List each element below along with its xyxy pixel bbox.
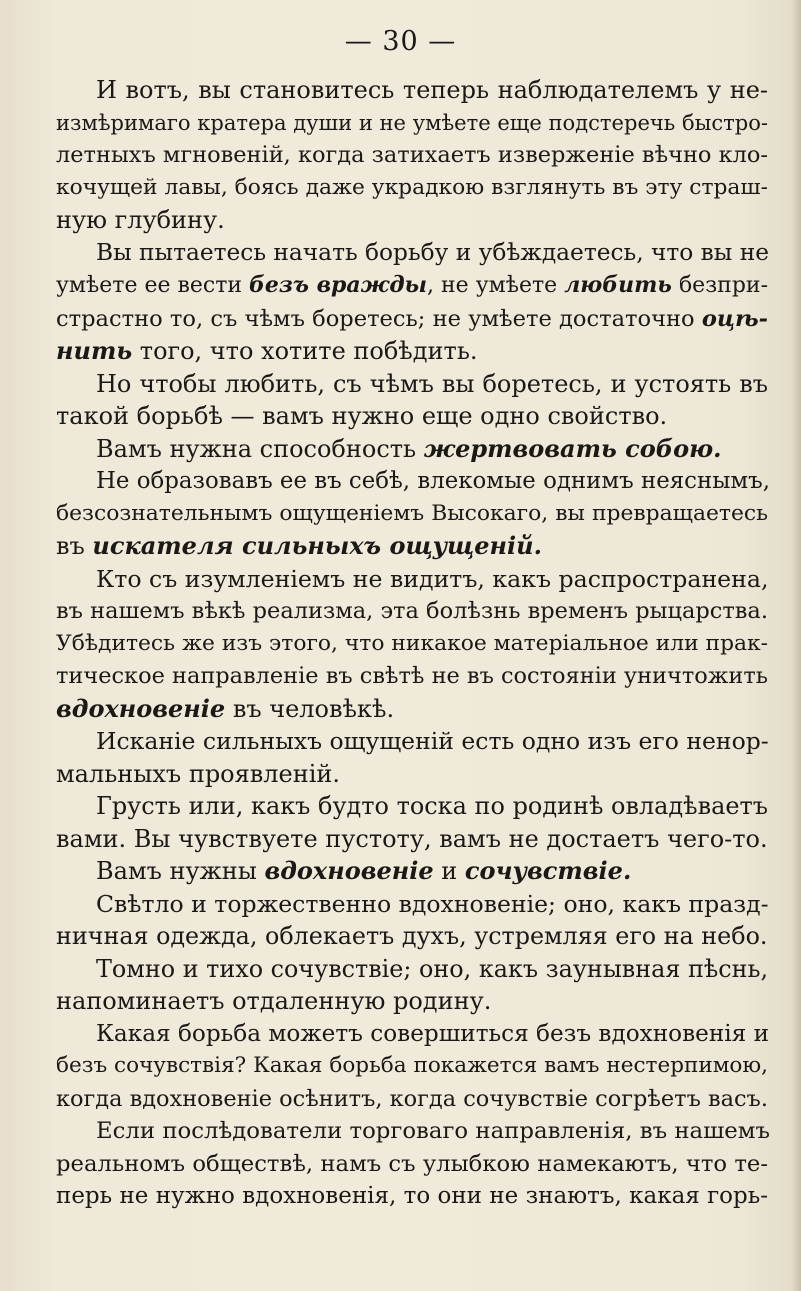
text-span: Вамъ нужна способность — [96, 434, 424, 463]
page-number: — 30 — — [344, 26, 457, 57]
text-line — [56, 693, 768, 726]
text-span: и — [433, 857, 465, 885]
text-span: , не умѣете — [427, 273, 565, 298]
text-line — [56, 303, 768, 336]
text-line: безсознательнымъ ощущеніемъ Высокаго, вы превращаетесь — [56, 500, 768, 526]
text-line: ную глубину. — [56, 206, 225, 234]
text-line: такой борьбѣ — вамъ нужно еще одно свойство. — [56, 402, 668, 430]
text-line: вами. Вы чувствуете пустоту, вамъ не достаетъ чего-то. — [56, 824, 768, 853]
text-line: тическое направленіе въ свѣтѣ не въ состояніи уничтожить — [56, 663, 768, 689]
emphasized-text: вдохновеніе — [264, 856, 434, 885]
text-line: мальныхъ проявленій. — [56, 759, 341, 788]
text-line: измѣримаго кратера души и не умѣете еще подстеречь быстро- — [56, 109, 768, 135]
text-line: Если послѣдователи торговаго направленія, въ нашемъ — [96, 1118, 771, 1144]
emphasized-text: вдохновеніе — [56, 693, 226, 723]
text-line — [56, 433, 768, 466]
text-line: когда вдохновеніе осѣнитъ, когда сочувствіе согрѣетъ васъ. — [56, 1085, 768, 1112]
text-span: умѣете ее вести — [56, 273, 250, 298]
page-edge-shadow — [791, 0, 801, 1291]
text-line: Но чтобы любить, съ чѣмъ вы боретесь, и устоять въ — [96, 369, 768, 398]
text-line: напоминаетъ отдаленную родину. — [56, 987, 492, 1015]
text-line: Грусть или, какъ будто тоска по родинѣ овладѣваетъ — [96, 792, 768, 820]
text-line — [56, 530, 768, 563]
text-line: Убѣдитесь же изъ этого, что никакое матеріальное или прак- — [56, 630, 768, 656]
text-line: Кто съ изумленіемъ не видитъ, какъ распространена, — [96, 564, 769, 593]
text-line: перь не нужно вдохновенія, то они не знаютъ, какая горь- — [56, 1183, 768, 1209]
text-line — [56, 269, 768, 303]
text-line: Свѣтло и торжественно вдохновеніе; оно, какъ празд- — [96, 889, 769, 918]
text-line: ничная одежда, облекаетъ духъ, устремляя его на небо. — [56, 922, 768, 950]
text-line: кочущей лавы, боясь даже украдкою взглянуть въ эту страш- — [56, 174, 768, 200]
text-line: летныхъ мгновеній, когда затихаетъ изверженіе вѣчно кло- — [56, 142, 768, 168]
emphasized-text: жертвовать собою. — [423, 433, 722, 463]
text-line — [56, 335, 768, 368]
body-text — [56, 74, 771, 1213]
emphasized-text: оцѣ- — [701, 305, 768, 332]
text-line: Какая борьба можетъ совершиться безъ вдохновенія и — [96, 1019, 770, 1047]
text-line: въ нашемъ вѣкѣ реализма, эта болѣзнь временъ рыцарства. — [56, 598, 768, 624]
text-line: И вотъ, вы становитесь теперь наблюдателемъ у не- — [96, 76, 768, 104]
emphasized-text: нить — [56, 336, 133, 365]
text-line: Томно и тихо сочувствіе; оно, какъ заунывная пѣснь, — [96, 954, 769, 983]
text-line: реальномъ обществѣ, намъ съ улыбкою намекаютъ, что те- — [56, 1150, 768, 1177]
text-line: безъ сочувствія? Какая борьба покажется вамъ нестерпимою, — [56, 1053, 768, 1078]
emphasized-text: любить — [564, 272, 672, 298]
text-line: Исканіе сильныхъ ощущеній есть одно изъ его ненор- — [96, 727, 769, 755]
emphasized-text: безъ вражды — [249, 272, 428, 298]
text-line: Не образовавъ ее въ себѣ, влекомые однимъ неяснымъ, — [96, 468, 770, 494]
text-span: Вы пытаетесь начать борьбу и убѣждаетесь, что вы не — [96, 238, 770, 266]
text-span: того, что хотите побѣдить. — [132, 337, 478, 365]
emphasized-text: сочувствіе. — [464, 856, 632, 885]
text-span: въ человѣкѣ. — [225, 694, 395, 723]
text-span: безпри- — [671, 273, 768, 298]
text-span: страстно то, съ чѣмъ боретесь; не умѣете достаточно — [56, 305, 702, 332]
emphasized-text: искателя сильныхъ ощущеній. — [92, 531, 542, 560]
text-span: въ — [56, 532, 93, 560]
text-span: Вамъ нужны — [96, 857, 265, 885]
text-line — [56, 237, 768, 270]
text-line — [56, 855, 768, 888]
